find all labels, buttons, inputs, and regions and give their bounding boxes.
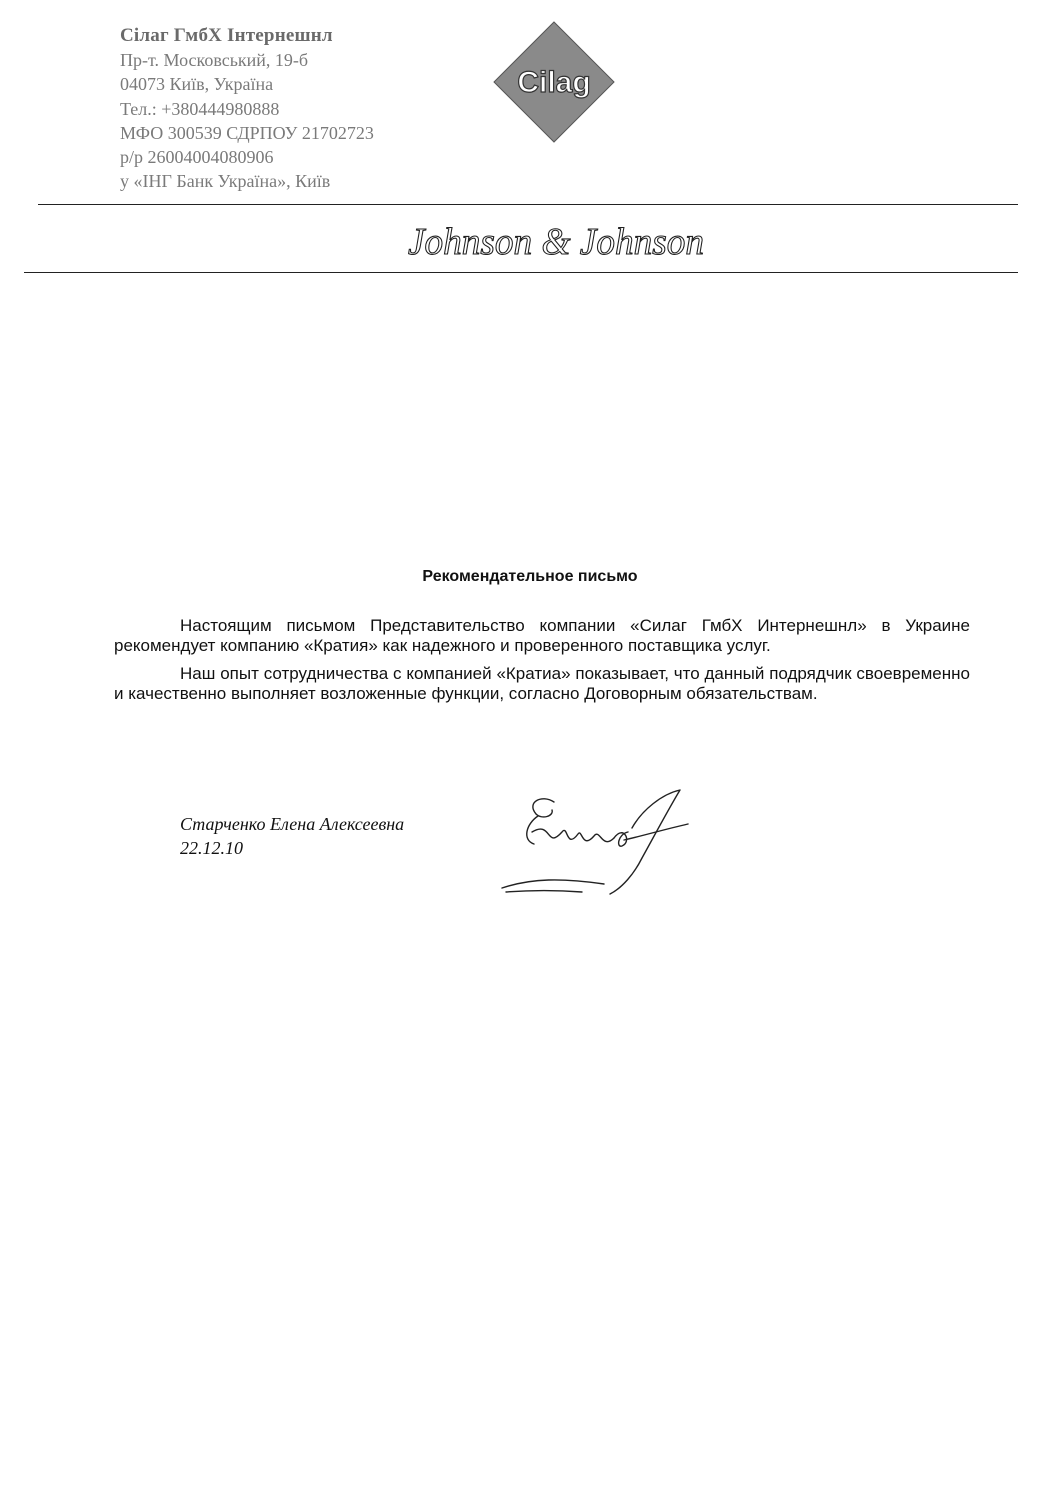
phone-line: Тел.: +380444980888 bbox=[120, 98, 280, 119]
header-rule-top bbox=[38, 204, 1018, 205]
cilag-logo bbox=[492, 20, 616, 144]
paragraph-1: Настоящим письмом Представительство компании «Силаг ГмбХ Интернешнл» в Украине рекомендует компанию «Кратия» как надежного и проверенного поставщика услуг. bbox=[114, 616, 970, 655]
city-line: 04073 Київ, Україна bbox=[120, 74, 274, 95]
signer-name: Старченко Елена Алексеевна bbox=[180, 814, 405, 834]
letter-date: 22.12.10 bbox=[180, 838, 243, 858]
bank-codes-line: МФО 300539 СДРПОУ 21702723 bbox=[120, 122, 374, 143]
signer-block bbox=[180, 812, 404, 860]
cilag-logo-text: Cilag bbox=[517, 66, 591, 99]
letter-body bbox=[114, 616, 970, 712]
company-name: Сілаг ГмбХ Інтернешнл bbox=[120, 25, 333, 46]
paragraph-2: Наш опыт сотрудничества с компанией «Кратиа» показывает, что данный подрядчик своевременно и качественно выполняет возложенные функции, согласно Договорным обязательствам. bbox=[114, 664, 970, 703]
johnson-johnson-logo bbox=[400, 214, 720, 270]
johnson-johnson-script-icon bbox=[400, 214, 720, 270]
bank-line: у «ІНГ Банк Україна», Київ bbox=[120, 171, 331, 192]
letterhead bbox=[120, 24, 540, 194]
handwritten-signature-icon bbox=[492, 780, 702, 900]
header-rule-bottom bbox=[24, 272, 1018, 273]
brand-text: Johnson & Johnson bbox=[408, 221, 704, 263]
address-line: Пр-т. Московський, 19-б bbox=[120, 50, 309, 70]
cilag-diamond-icon bbox=[492, 20, 616, 144]
account-line: р/р 26004004080906 bbox=[120, 147, 274, 168]
letter-title: Рекомендательное письмо bbox=[422, 568, 638, 585]
signature bbox=[492, 780, 702, 900]
